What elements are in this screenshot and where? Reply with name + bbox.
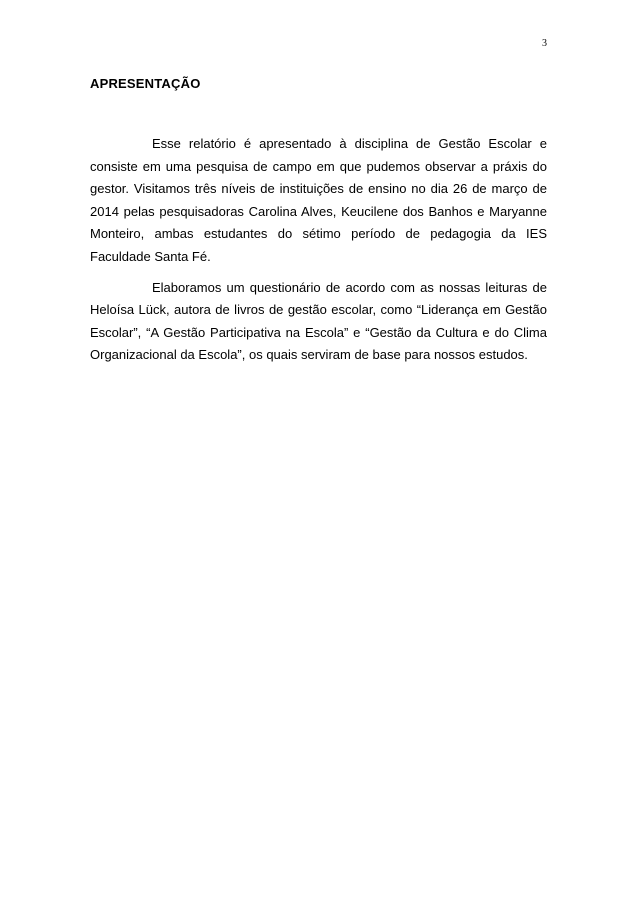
paragraph-methodology: Elaboramos um questionário de acordo com as nossas leituras de Heloísa Lück, autora de livros de gestão escolar, como “Liderança em Gestão Escolar”, “A Gestão Participativa na Escola” e “Gestão da Cultura e do Clima Organizacional da Escola”, os quais serviram de base para nossos estudos. bbox=[90, 279, 547, 363]
page-number: 3 bbox=[542, 38, 547, 49]
document-body bbox=[90, 133, 547, 375]
paragraph-intro: Esse relatório é apresentado à disciplina de Gestão Escolar e consiste em uma pesquisa de campo em que pudemos observar a práxis do gestor. Visitamos três níveis de instituições de ensino no dia 26 de março de 2014 pelas pesquisadoras Carolina Alves, Keucilene dos Banhos e Maryanne Monteiro, ambas estudantes do sétimo período de pedagogia da IES Faculdade Santa Fé. bbox=[90, 136, 547, 264]
section-title: APRESENTAÇÃO bbox=[90, 76, 201, 91]
